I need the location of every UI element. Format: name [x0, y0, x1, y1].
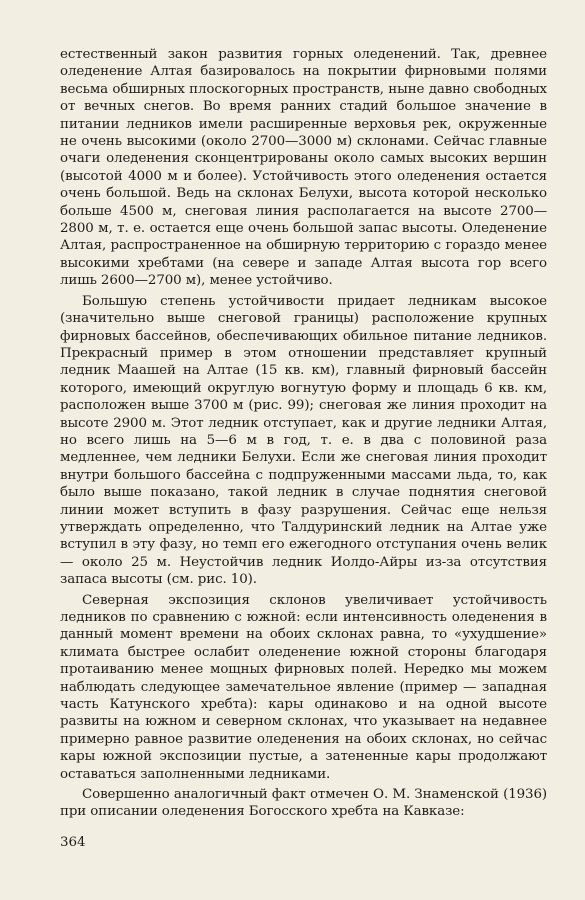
text-column: [60, 46, 547, 821]
paragraph-2: Большую степень устойчивости придает ледникам высокое (значительно выше снеговой границы) расположение крупных фирновых бассейнов, обеспечивающих обильное питание ледников. Прекрасный пример в этом отношении представляет крупный ледник Маашей на Алтае (15 кв. км), главный фирновый бассейн которого, имеющий округлую вогнутую форму и площадь 6 кв. км, расположен выше 3700 м (рис. 99); снеговая же линия проходит на высоте 2900 м. Этот ледник отступает, как и другие ледники Алтая, но всего лишь на 5—6 м в год, т. е. в два с половиной раза медленнее, чем ледники Белухи. Если же снеговая линия проходит внутри большого бассейна с подпруженными массами льда, то, как было выше показано, такой ледник в случае поднятия снеговой линии может вступить в фазу разрушения. Сейчас еще нельзя утверждать определенно, что Талдуринский ледник на Алтае уже вступил в эту фазу, но темп его ежегодного отступания очень велик — около 25 м. Неустойчив ледник Иолдо-Айры из-за отсутствия запаса высоты (см. рис. 10).: [60, 293, 547, 588]
paragraph-1: естественный закон развития горных оледенений. Так, древнее оледенение Алтая базировалось на покрытии фирновыми полями весьма обширных плоскогорных пространств, ныне давно свободных от вечных снегов. Во время ранних стадий большое значение в питании ледников имели расширенные верховья рек, окруженные не очень высокими (около 2700—3000 м) склонами. Сейчас главные очаги оледенения сконцентрированы около самых высоких вершин (высотой 4000 м и более). Устойчивость этого оледенения остается очень большой. Ведь на склонах Белухи, высота которой несколько больше 4500 м, снеговая линия располагается на высоте 2700—2800 м, т. е. остается еще очень большой запас высоты. Оледенение Алтая, распространенное на обширную территорию с гораздо менее высокими хребтами (на севере и западе Алтая высота гор всего лишь 2600—2700 м), менее устойчиво.: [60, 47, 547, 289]
paragraph-3: Северная экспозиция склонов увеличивает устойчивость ледников по сравнению с южной: если интенсивность оледенения в данный момент времени на обоих склонах равна, то «ухудшение» климата быстрее ослабит оледенение южной стороны благодаря протаиванию менее мощных фирновых полей. Нередко мы можем наблюдать следующее замечательное явление (пример — западная часть Катунского хребта): кары одинаково и на одной высоте развиты на южном и северном склонах, что указывает на недавнее примерно равное развитие оледенения на обоих склонах, но сейчас кары южной экспозиции пустые, а затененные кары продолжают оставаться заполненными ледниками.: [60, 592, 547, 782]
page-number: 364: [60, 835, 86, 850]
paragraph-4: Совершенно аналогичный факт отмечен О. М. Знаменской (1936) при описании оледенения Богосского хребта на Кавказе:: [60, 787, 547, 820]
